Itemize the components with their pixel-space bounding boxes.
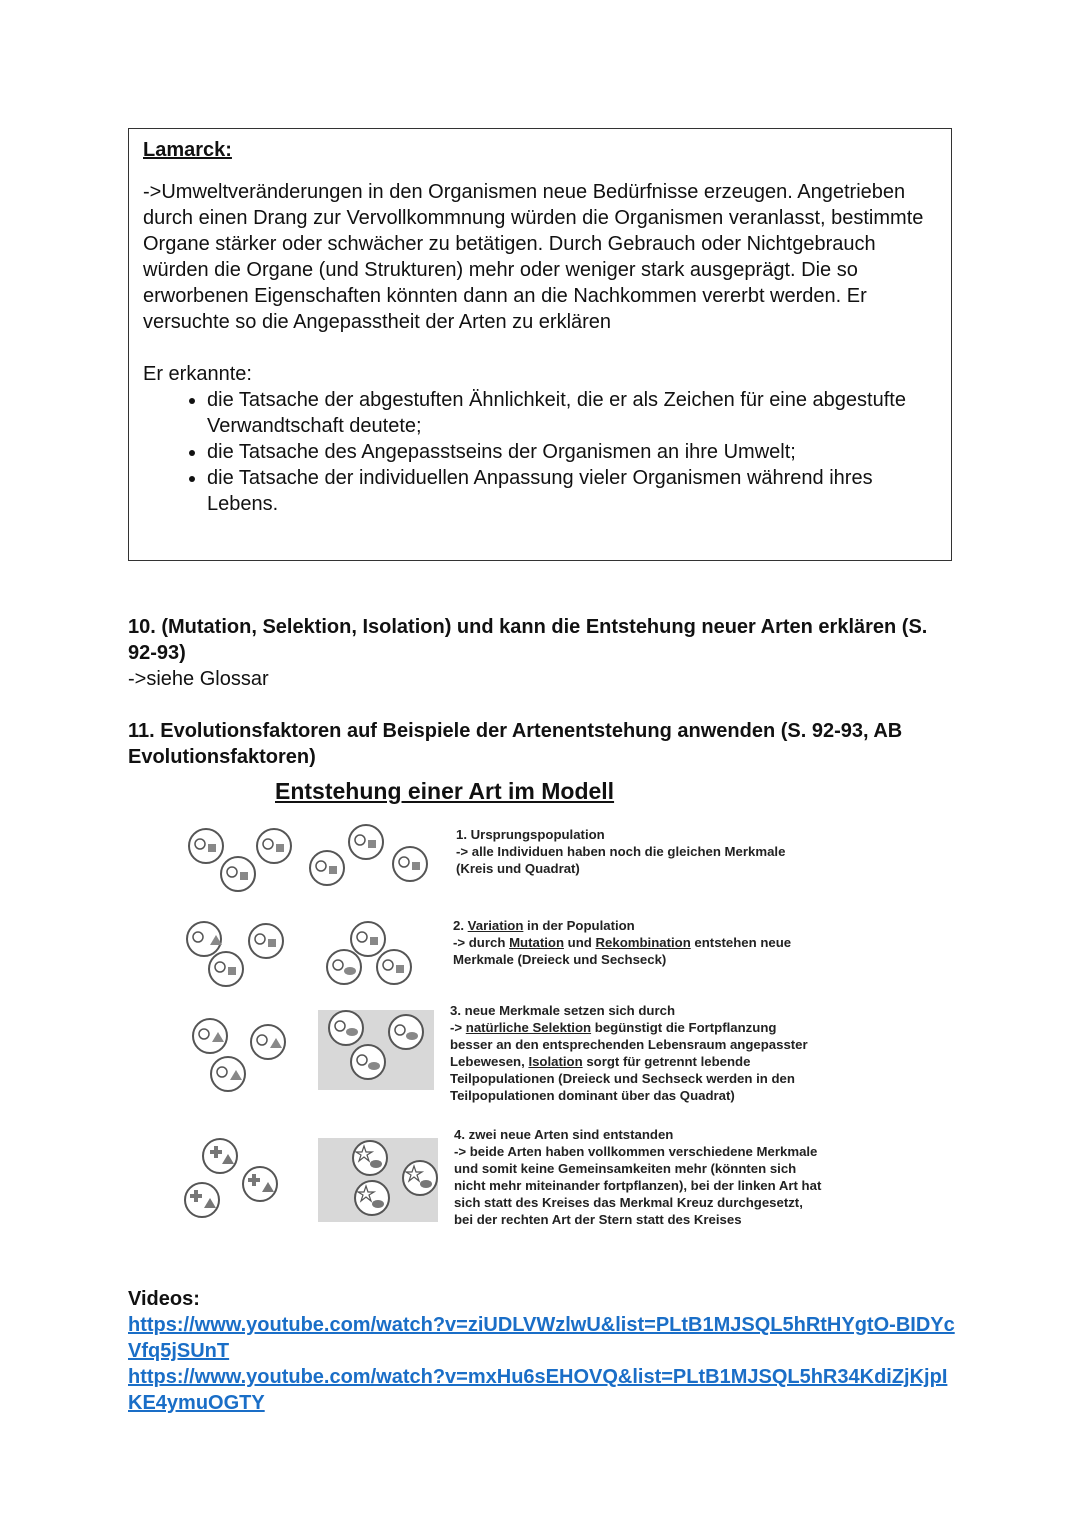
stage-text-line: -> alle Individuen haben noch die gleichen Merkmale — [456, 844, 786, 859]
stage-text-line: 3. neue Merkmale setzen sich durch — [450, 1003, 676, 1018]
stage-1-text — [456, 826, 785, 877]
stage-2-figure — [180, 915, 420, 995]
stage-text-line: (Kreis und Quadrat) — [456, 861, 580, 876]
stage-text-line: 4. zwei neue Arten sind entstanden — [454, 1127, 674, 1142]
stage-text-line: bei der rechten Art der Stern statt des Kreises — [454, 1212, 742, 1227]
lamarck-paragraph: ->Umweltveränderungen in den Organismen neue Bedürfnisse erzeugen. Angetrieben durch einen Drang zur Vervollkommnung würden die Organismen veranlasst, bestimmte Organe stärker oder schwächer zu betätigen. Durch Gebrauch oder Nichtgebrauch würden die Organe (und Strukturen) mehr oder weniger stark ausgeprägt. Die so erworbenen Eigenschaften könnten dann an die Nachkommen vererbt werden. Er versuchte so die Angepasstheit der Arten zu erklären — [143, 181, 924, 333]
stage-text-line: Teilpopulationen dominant über das Quadrat) — [450, 1088, 735, 1103]
stage-text-line: besser an den entsprechenden Lebensraum angepasster — [450, 1037, 808, 1052]
stage-2-text — [453, 917, 791, 968]
stage-4-text — [454, 1126, 821, 1228]
stage-text-line: Teilpopulationen (Dreieck und Sechseck werden in den — [450, 1071, 795, 1086]
stage-text-line: und somit keine Gemeinsamkeiten mehr (könnten sich — [454, 1161, 797, 1176]
stage-1-figure — [180, 820, 440, 900]
videos-label: Videos: — [128, 1288, 200, 1310]
stage-4-figure — [180, 1136, 450, 1226]
lamarck-box — [128, 128, 952, 561]
lamarck-title: Lamarck: — [143, 139, 232, 161]
list-item: • die Tatsache der individuellen Anpassung vieler Organismen während ihres Lebens. — [207, 465, 937, 517]
stage-text-line: nicht mehr miteinander fortpflanzen), bei der linken Art hat — [454, 1178, 822, 1193]
stage-text-line: -> beide Arten haben vollkommen verschiedene Merkmale — [454, 1144, 818, 1159]
stage-text-line: sich statt des Kreises das Merkmal Kreuz durchgesetzt, — [454, 1195, 803, 1210]
section-10-heading: 10. (Mutation, Selektion, Isolation) und kann die Entstehung neuer Arten erklären (S. 92-93) — [128, 616, 928, 664]
stage-text-line: 1. Ursprungspopulation — [456, 827, 605, 842]
stage-3-figure — [180, 1008, 440, 1098]
model-title: Entstehung einer Art im Modell — [275, 778, 615, 804]
recognized-list — [143, 387, 937, 517]
stage-text-line: Lebewesen, Isolation sorgt für getrennt lebende — [450, 1054, 751, 1069]
stage-text-line: -> durch Mutation und Rekombination entstehen neue — [453, 935, 792, 950]
list-item: • die Tatsache des Angepasstseins der Organismen an ihre Umwelt; — [207, 439, 937, 465]
video-link-1[interactable]: https://www.youtube.com/watch?v=ziUDLVWzlwU&list=PLtB1MJSQL5hRtHYgtO-BIDYcVfq5jSUnT — [128, 1314, 955, 1362]
section-11-heading: 11. Evolutionsfaktoren auf Beispiele der Artenentstehung anwenden (S. 92-93, AB Evolutionsfaktoren) — [128, 720, 903, 768]
recognized-label: Er erkannte: — [143, 363, 252, 385]
stage-text-line: Merkmale (Dreieck und Sechseck) — [453, 952, 667, 967]
section-10-note: ->siehe Glossar — [128, 668, 269, 690]
video-link-2[interactable]: https://www.youtube.com/watch?v=mxHu6sEHOVQ&list=PLtB1MJSQL5hR34KdiZjKjpIKE4ymuOGTY — [128, 1366, 948, 1414]
stage-text-line: 2. Variation in der Population — [453, 918, 635, 933]
stage-3-text — [450, 1002, 808, 1104]
stage-text-line: -> natürliche Selektion begünstigt die Fortpflanzung — [450, 1020, 777, 1035]
list-item: • die Tatsache der abgestuften Ähnlichkeit, die er als Zeichen für eine abgestufte Verwandtschaft deutete; — [207, 387, 937, 439]
